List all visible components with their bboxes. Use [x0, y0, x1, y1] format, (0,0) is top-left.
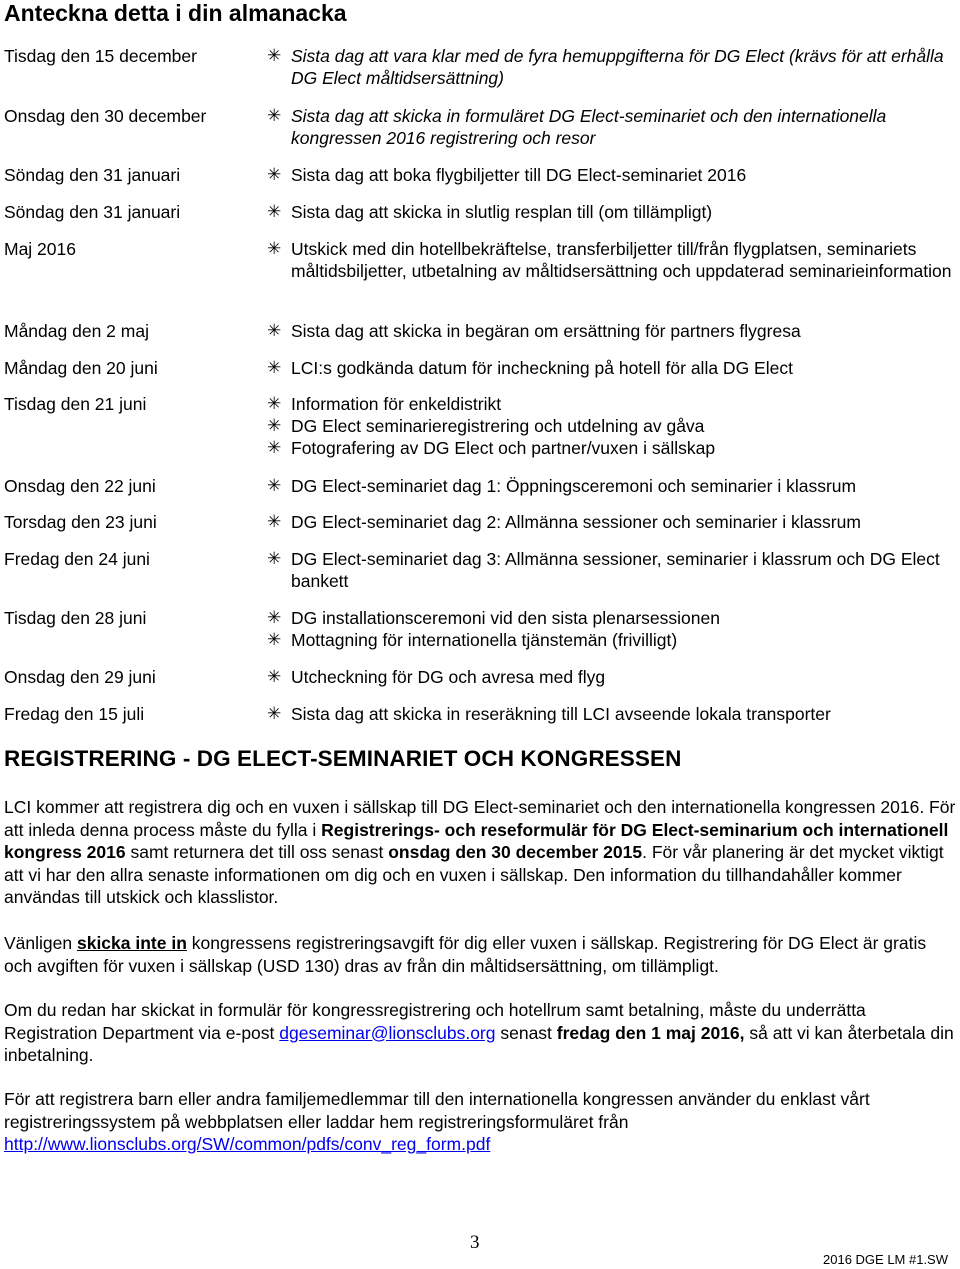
schedule-events	[267, 666, 957, 688]
asterisk-bullet-icon: ✳	[267, 608, 282, 628]
asterisk-bullet-icon: ✳	[267, 667, 282, 687]
paragraph-text: så att vi kan återbetala din inbetalning.	[4, 1022, 954, 1065]
schedule-event-text: Sista dag att skicka in begäran om ersättning för partners flygresa	[291, 321, 801, 341]
emphasis-do-not-send: skicka inte in	[76, 933, 187, 953]
schedule-events	[267, 105, 957, 149]
schedule-event	[267, 511, 957, 533]
schedule-date: Onsdag den 22 juni	[4, 476, 156, 496]
schedule-date: Tisdag den 15 december	[4, 46, 197, 66]
schedule-date: Tisdag den 28 juni	[4, 608, 147, 628]
schedule-events	[267, 548, 957, 592]
paragraph-text: LCI kommer att registrera dig och en vuxen i sällskap till DG Elect-seminariet och den internationella kongressen 2016. För att inleda denna process måste du fylla i	[4, 797, 956, 840]
schedule-event-text: Sista dag att boka flygbiljetter till DG Elect-seminariet 2016	[291, 165, 747, 185]
schedule-date: Onsdag den 30 december	[4, 106, 207, 126]
schedule-event-text: DG Elect-seminariet dag 3: Allmänna sessioner, seminarier i klassrum och DG Elect bankett	[291, 549, 940, 591]
schedule-event	[267, 415, 957, 437]
schedule-date: Torsdag den 23 juni	[4, 512, 157, 532]
section-heading: REGISTRERING - DG ELECT-SEMINARIET OCH KONGRESSEN	[4, 746, 682, 771]
schedule-date: Måndag den 20 juni	[4, 358, 158, 378]
schedule-event-text: DG Elect-seminariet dag 2: Allmänna sessioner och seminarier i klassrum	[291, 512, 861, 532]
schedule-event-text: LCI:s godkända datum för incheckning på hotell för alla DG Elect	[291, 358, 793, 378]
asterisk-bullet-icon: ✳	[267, 630, 282, 650]
deadline-date: fredag den 1 maj 2016,	[556, 1022, 745, 1043]
schedule-event-text: Fotografering av DG Elect och partner/vuxen i sällskap	[291, 438, 716, 458]
paragraph-fee-note	[4, 932, 956, 977]
asterisk-bullet-icon: ✳	[267, 512, 282, 532]
schedule-date: Maj 2016	[4, 239, 76, 259]
schedule-event-text: Sista dag att skicka in formuläret DG Elect-seminariet och den internationella kongressen 2016 registrering och resor	[291, 106, 887, 148]
asterisk-bullet-icon: ✳	[267, 416, 282, 436]
schedule-events	[267, 357, 957, 379]
asterisk-bullet-icon: ✳	[267, 321, 282, 341]
schedule-event	[267, 45, 957, 89]
schedule-date: Söndag den 31 januari	[4, 165, 181, 185]
schedule-event-text: DG Elect-seminariet dag 1: Öppningsceremoni och seminarier i klassrum	[291, 476, 857, 496]
schedule-event	[267, 320, 957, 342]
asterisk-bullet-icon: ✳	[267, 358, 282, 378]
schedule-event	[267, 393, 957, 415]
schedule-date: Fredag den 24 juni	[4, 549, 150, 569]
asterisk-bullet-icon: ✳	[267, 704, 282, 724]
asterisk-bullet-icon: ✳	[267, 106, 282, 126]
paragraph-text: kongressens registreringsavgift för dig eller vuxen i sällskap. Registrering för DG Elect är gratis och avgiften för vuxen i sällskap (USD 130) dras av från din måltidsersättning, om tillämpligt.	[4, 933, 927, 976]
paragraph-text: Om du redan har skickat in formulär för kongressregistrering och hotellrum samt betalning, måste du underrätta Registration Department via e-post	[4, 1000, 866, 1043]
schedule-event	[267, 437, 957, 459]
paragraph-text: senast	[495, 1022, 557, 1043]
deadline-date: onsdag den 30 december 2015	[388, 842, 643, 862]
form-name: Registrerings- och reseformulär för DG Elect-seminarium och internationell kongress 2016	[4, 819, 949, 862]
schedule-event	[267, 548, 957, 592]
schedule-date: Måndag den 2 maj	[4, 321, 149, 341]
schedule-event	[267, 629, 957, 651]
email-link[interactable]: dgeseminar@lionsclubs.org	[279, 1022, 496, 1043]
paragraph-family-registration	[4, 1088, 956, 1156]
schedule-event	[267, 201, 957, 223]
asterisk-bullet-icon: ✳	[267, 202, 282, 222]
schedule-date: Fredag den 15 juli	[4, 704, 145, 724]
page-title: Anteckna detta i din almanacka	[4, 0, 347, 26]
asterisk-bullet-icon: ✳	[267, 549, 282, 569]
paragraph-text: samt returnera det till oss senast	[125, 842, 389, 862]
schedule-events	[267, 164, 957, 186]
schedule-events	[267, 393, 957, 459]
schedule-event-text: Sista dag att skicka in slutlig resplan till (om tillämpligt)	[291, 202, 713, 222]
schedule-events	[267, 475, 957, 497]
schedule-date: Onsdag den 29 juni	[4, 667, 156, 687]
schedule-events	[267, 45, 957, 89]
paragraph-text: . För vår planering är det mycket viktigt att vi har den allra senaste informationen om dig och en vuxen i sällskap. Den information du tillhandahåller kommer användas till utskick och klasslistor.	[4, 842, 944, 907]
schedule-event	[267, 357, 957, 379]
schedule-date: Tisdag den 21 juni	[4, 394, 147, 414]
schedule-event-text: Information för enkeldistrikt	[291, 394, 502, 414]
schedule-event-text: Sista dag att vara klar med de fyra hemuppgifterna för DG Elect (krävs för att erhålla DG Elect måltidsersättning)	[291, 46, 944, 88]
form-url-link[interactable]: http://www.lionsclubs.org/SW/common/pdfs/conv_reg_form.pdf	[4, 1134, 491, 1154]
paragraph-registration-intro	[4, 796, 956, 909]
schedule-event	[267, 164, 957, 186]
schedule-event-text: Utskick med din hotellbekräftelse, transferbiljetter till/från flygplatsen, seminariets måltidsbiljetter, utbetalning av måltidsersättning och uppdaterad seminarieinformation	[291, 239, 952, 281]
asterisk-bullet-icon: ✳	[267, 165, 282, 185]
asterisk-bullet-icon: ✳	[267, 239, 282, 259]
asterisk-bullet-icon: ✳	[267, 394, 282, 414]
schedule-event-text: Mottagning för internationella tjänstemän (frivilligt)	[291, 630, 678, 650]
asterisk-bullet-icon: ✳	[267, 46, 282, 66]
footer-code: 2016 DGE LM #1.SW	[823, 1252, 948, 1267]
schedule-events	[267, 201, 957, 223]
schedule-event	[267, 703, 957, 725]
schedule-events	[267, 238, 957, 282]
schedule-events	[267, 511, 957, 533]
paragraph-text: För att registrera barn eller andra familjemedlemmar till den internationella kongressen använder du enklast vårt registreringssystem på webbplatsen eller laddar hem registreringsformuläret från	[4, 1089, 870, 1132]
schedule-event-text: DG Elect seminarieregistrering och utdelning av gåva	[291, 416, 705, 436]
schedule-event	[267, 238, 957, 282]
schedule-event-text: Utcheckning för DG och avresa med flyg	[291, 667, 606, 687]
asterisk-bullet-icon: ✳	[267, 476, 282, 496]
schedule-event	[267, 105, 957, 149]
schedule-events	[267, 607, 957, 651]
schedule-event	[267, 475, 957, 497]
schedule-events	[267, 320, 957, 342]
asterisk-bullet-icon: ✳	[267, 438, 282, 458]
paragraph-refund	[4, 999, 956, 1067]
schedule-event	[267, 607, 957, 629]
schedule-date: Söndag den 31 januari	[4, 202, 181, 222]
page-number: 3	[470, 1232, 480, 1253]
schedule-events	[267, 703, 957, 725]
paragraph-text: Vänligen	[4, 933, 77, 953]
schedule-event-text: Sista dag att skicka in reseräkning till LCI avseende lokala transporter	[291, 704, 831, 724]
schedule-event-text: DG installationsceremoni vid den sista plenarsessionen	[291, 608, 720, 628]
schedule-event	[267, 666, 957, 688]
